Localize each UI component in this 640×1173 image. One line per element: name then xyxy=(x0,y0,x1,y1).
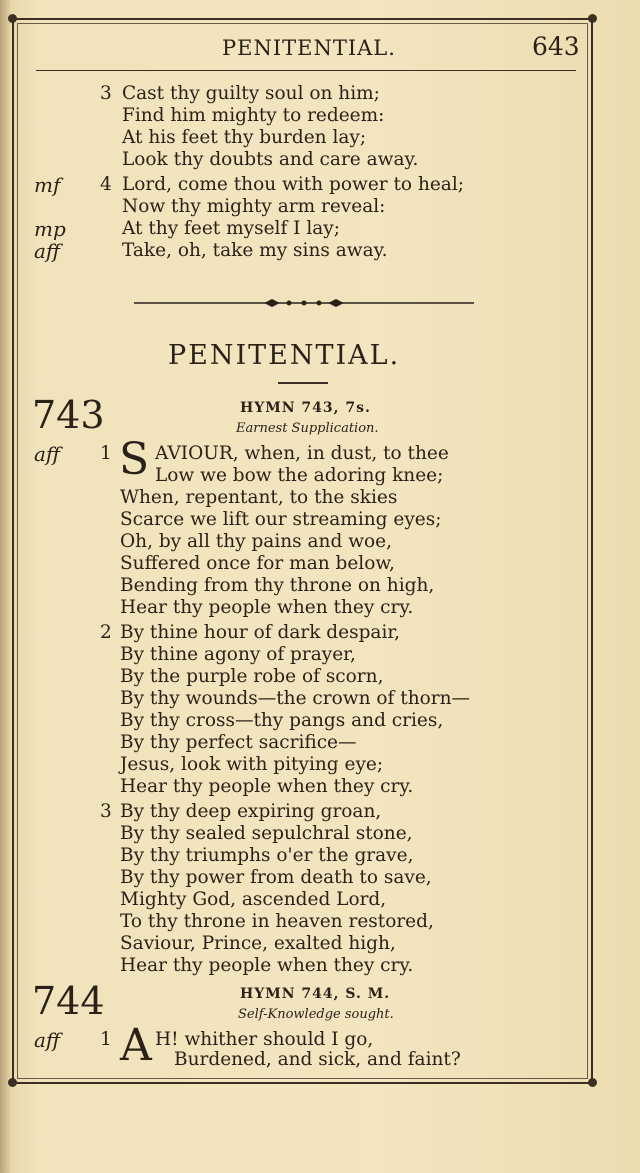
verse-line: By thy power from death to save, xyxy=(120,867,432,888)
verse-number: 1 xyxy=(100,443,112,464)
verse-line: Saviour, Prince, exalted high, xyxy=(120,933,396,954)
hymn-number: 744 xyxy=(32,979,105,1023)
dynamic-mark: aff xyxy=(34,1028,61,1052)
dynamic-mark: mp xyxy=(34,217,66,241)
verse-line: By thy deep expiring groan, xyxy=(120,801,382,822)
verse-line: Bending from thy throne on high, xyxy=(120,575,435,596)
verse-line: Look thy doubts and care away. xyxy=(122,149,419,170)
hymn-subtitle: Earnest Supplication. xyxy=(236,421,379,436)
dynamic-mark: aff xyxy=(34,442,61,466)
hymn-number: 743 xyxy=(32,393,105,437)
verse-line: By thy triumphs o'er the grave, xyxy=(120,845,414,866)
verse-line: H! whither should I go, xyxy=(155,1029,374,1050)
verse-line: Hear thy people when they cry. xyxy=(120,955,414,976)
verse-line: Now thy mighty arm reveal: xyxy=(122,196,386,217)
running-head: PENITENTIAL. xyxy=(222,36,396,60)
page-binding xyxy=(0,0,10,1173)
verse-line: At his feet thy burden lay; xyxy=(122,127,367,148)
verse-line: Cast thy guilty soul on him; xyxy=(122,83,380,104)
verse-line: To thy throne in heaven restored, xyxy=(120,911,434,932)
corner-ornament xyxy=(588,1078,597,1087)
verse-line: Suffered once for man below, xyxy=(120,553,395,574)
verse-line: At thy feet myself I lay; xyxy=(122,218,340,239)
corner-ornament xyxy=(8,1078,17,1087)
verse-line: AVIOUR, when, in dust, to thee xyxy=(155,443,449,464)
section-ornament-rule xyxy=(134,296,474,310)
verse-number: 2 xyxy=(100,622,112,643)
page-number: 643 xyxy=(532,32,580,61)
verse-line: When, repentant, to the skies xyxy=(120,487,398,508)
verse-line: By thy sealed sepulchral stone, xyxy=(120,823,413,844)
header-rule xyxy=(36,70,576,71)
verse-line: Oh, by all thy pains and woe, xyxy=(120,531,392,552)
drop-cap: A xyxy=(120,1020,152,1071)
verse-line: By thy wounds—the crown of thorn— xyxy=(120,688,471,709)
verse-line: Low we bow the adoring knee; xyxy=(155,465,444,486)
corner-ornament xyxy=(8,14,17,23)
drop-cap: S xyxy=(119,434,150,485)
verse-line: Mighty God, ascended Lord, xyxy=(120,889,387,910)
hymn-subtitle: Self-Knowledge sought. xyxy=(238,1007,394,1022)
verse-line: Jesus, look with pitying eye; xyxy=(120,754,384,775)
verse-line: By the purple robe of scorn, xyxy=(120,666,384,687)
verse-line: By thine agony of prayer, xyxy=(120,644,356,665)
corner-ornament xyxy=(588,14,597,23)
verse-line: Hear thy people when they cry. xyxy=(120,776,414,797)
verse-line: By thy cross—thy pangs and cries, xyxy=(120,710,444,731)
verse-line: By thine hour of dark despair, xyxy=(120,622,401,643)
verse-line: Take, oh, take my sins away. xyxy=(122,240,388,261)
verse-number: 1 xyxy=(100,1029,112,1050)
hymn-heading: HYMN 743, 7s. xyxy=(240,400,371,416)
dynamic-mark: aff xyxy=(34,239,61,263)
verse-line: Scarce we lift our streaming eyes; xyxy=(120,509,442,530)
section-title: PENITENTIAL. xyxy=(168,340,401,371)
verse-number: 4 xyxy=(100,174,112,195)
verse-number: 3 xyxy=(100,83,112,104)
verse-line: Hear thy people when they cry. xyxy=(120,597,414,618)
title-rule xyxy=(278,382,328,384)
verse-line: Lord, come thou with power to heal; xyxy=(122,174,464,195)
verse-line: Find him mighty to redeem: xyxy=(122,105,385,126)
verse-number: 3 xyxy=(100,801,112,822)
verse-line: Burdened, and sick, and faint? xyxy=(174,1049,461,1070)
verse-line: By thy perfect sacrifice— xyxy=(120,732,357,753)
hymn-heading: HYMN 744, S. M. xyxy=(240,986,391,1002)
dynamic-mark: mf xyxy=(34,173,61,197)
